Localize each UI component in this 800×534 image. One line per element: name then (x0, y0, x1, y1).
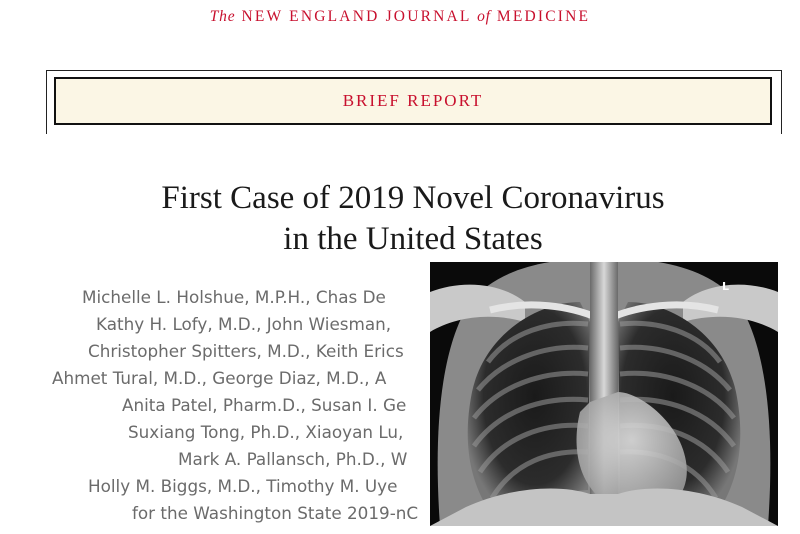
author-line: for the Washington State 2019-nC (132, 503, 419, 523)
masthead-of: of (477, 8, 491, 25)
section-label-box (54, 77, 772, 125)
xray-side-marker: L (722, 280, 730, 293)
author-line: Kathy H. Lofy, M.D., John Wiesman, (96, 314, 392, 334)
masthead-the: The (209, 8, 236, 25)
author-line: Michelle L. Holshue, M.P.H., Chas De (82, 287, 386, 307)
author-line: Ahmet Tural, M.D., George Diaz, M.D., A (52, 368, 387, 388)
xray-drawing (430, 262, 778, 526)
author-line: Anita Patel, Pharm.D., Susan I. Ge (122, 395, 407, 415)
author-line: Christopher Spitters, M.D., Keith Erics (88, 341, 404, 361)
title-line-1: First Case of 2019 Novel Coronavirus (161, 180, 665, 216)
author-line: Holly M. Biggs, M.D., Timothy M. Uye (88, 476, 398, 496)
author-line: Mark A. Pallansch, Ph.D., W (178, 449, 408, 469)
author-line: Suxiang Tong, Ph.D., Xiaoyan Lu, (128, 422, 404, 442)
masthead-name-2: MEDICINE (496, 8, 591, 25)
masthead-name-1: NEW ENGLAND JOURNAL (241, 8, 472, 25)
section-label: BRIEF REPORT (342, 91, 484, 110)
journal-masthead (0, 8, 800, 26)
article-title (60, 178, 766, 260)
chest-xray-image (430, 262, 778, 526)
title-line-2: in the United States (283, 221, 543, 257)
